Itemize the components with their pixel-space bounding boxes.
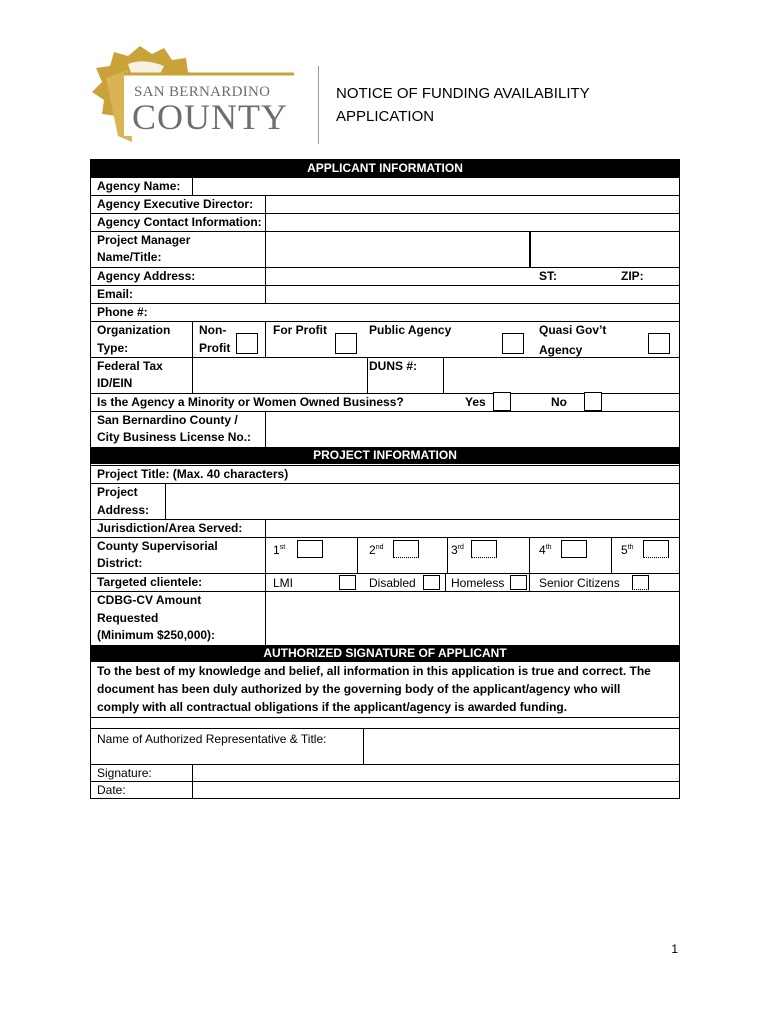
statement-line-1: To the best of my knowledge and belief, all information in this application is true and correct. The <box>97 664 651 678</box>
agency-name-label: Agency Name: <box>97 179 181 193</box>
clientele-lmi-checkbox[interactable] <box>339 575 356 590</box>
contact-info-label: Agency Contact Information: <box>97 215 262 229</box>
section-applicant-header: APPLICANT INFORMATION <box>91 160 679 177</box>
district-1-label: 1st <box>273 543 286 557</box>
district-4-checkbox[interactable] <box>561 540 587 558</box>
signature-label: Signature: <box>97 766 152 780</box>
project-address-label-2: Address: <box>97 503 150 517</box>
exec-director-label: Agency Executive Director: <box>97 197 254 211</box>
email-label: Email: <box>97 287 134 301</box>
no-label: No <box>551 395 567 409</box>
for-profit-checkbox[interactable] <box>335 333 357 354</box>
quasi-gov-label-2: Agency <box>539 343 583 357</box>
jurisdiction-label: Jurisdiction/Area Served: <box>97 521 243 535</box>
project-address-label-1: Project <box>97 485 138 499</box>
clientele-senior-checkbox[interactable] <box>632 575 649 590</box>
clientele-disabled-checkbox[interactable] <box>423 575 440 590</box>
clientele-label: Targeted clientele: <box>97 575 203 589</box>
date-label: Date: <box>97 783 126 797</box>
fed-tax-label-2: ID/EIN <box>97 376 133 390</box>
title-line-2: APPLICATION <box>336 108 435 125</box>
license-label-2: City Business License No.: <box>97 430 252 444</box>
org-type-label-1: Organization <box>97 323 171 337</box>
district-3-label: 3rd <box>451 543 464 557</box>
title-line-1: NOTICE OF FUNDING AVAILABILITY <box>336 85 590 102</box>
zip-label: ZIP: <box>621 269 644 283</box>
district-label-2: District: <box>97 556 143 570</box>
statement-line-3: comply with all contractual obligations if the applicant/agency is awarded funding. <box>97 700 568 714</box>
for-profit-label: For Profit <box>273 323 327 337</box>
nonprofit-label-1: Non- <box>199 323 227 337</box>
quasi-gov-label-1: Quasi Gov’t <box>539 323 607 337</box>
org-type-label-2: Type: <box>97 341 129 355</box>
district-label-1: County Supervisorial <box>97 539 218 553</box>
district-4-label: 4th <box>539 543 552 557</box>
amount-label-2: Requested <box>97 611 159 625</box>
license-label-1: San Bernardino County / <box>97 413 238 427</box>
county-logo <box>88 44 298 160</box>
nonprofit-label-2: Profit <box>199 341 231 355</box>
minority-yes-checkbox[interactable] <box>493 392 511 411</box>
yes-label: Yes <box>465 395 486 409</box>
public-agency-label: Public Agency <box>369 323 452 337</box>
project-manager-label-2: Name/Title: <box>97 250 162 264</box>
clientele-homeless-checkbox[interactable] <box>510 575 527 590</box>
fed-tax-label-1: Federal Tax <box>97 359 163 373</box>
logo-line-2: COUNTY <box>132 97 288 137</box>
statement-line-2: document has been duly authorized by the governing body of the applicant/agency who will <box>97 682 621 696</box>
district-3-checkbox[interactable] <box>471 540 497 558</box>
quasi-gov-checkbox[interactable] <box>648 333 670 354</box>
state-label: ST: <box>539 269 557 283</box>
district-2-label: 2nd <box>369 543 384 557</box>
clientele-homeless-label: Homeless <box>451 576 505 590</box>
minority-no-checkbox[interactable] <box>584 392 602 411</box>
project-title-label: Project Title: (Max. 40 characters) <box>97 467 289 481</box>
district-5-label: 5th <box>621 543 634 557</box>
amount-label-3: (Minimum $250,000): <box>97 628 216 642</box>
header-divider <box>318 66 319 144</box>
duns-label: DUNS #: <box>369 359 418 373</box>
amount-label-1: CDBG-CV Amount <box>97 593 202 607</box>
section-signature-header: AUTHORIZED SIGNATURE OF APPLICANT <box>91 645 679 662</box>
agency-address-label: Agency Address: <box>97 269 196 283</box>
nonprofit-checkbox[interactable] <box>236 333 258 354</box>
application-form <box>90 159 680 799</box>
page-title <box>336 82 590 128</box>
rep-name-label: Name of Authorized Representative & Title: <box>97 732 327 746</box>
clientele-lmi-label: LMI <box>273 576 294 590</box>
project-manager-label-1: Project Manager <box>97 233 191 247</box>
district-2-checkbox[interactable] <box>393 540 419 558</box>
logo-line-1: SAN BERNARDINO <box>134 84 271 100</box>
district-1-checkbox[interactable] <box>297 540 323 558</box>
minority-question: Is the Agency a Minority or Women Owned Business? <box>97 395 404 409</box>
phone-label: Phone #: <box>97 305 148 319</box>
clientele-senior-label: Senior Citizens <box>539 576 620 590</box>
section-project-header: PROJECT INFORMATION <box>91 447 679 464</box>
public-agency-checkbox[interactable] <box>502 333 524 354</box>
district-5-checkbox[interactable] <box>643 540 669 558</box>
page-number: 1 <box>671 942 678 956</box>
clientele-disabled-label: Disabled <box>369 576 416 590</box>
